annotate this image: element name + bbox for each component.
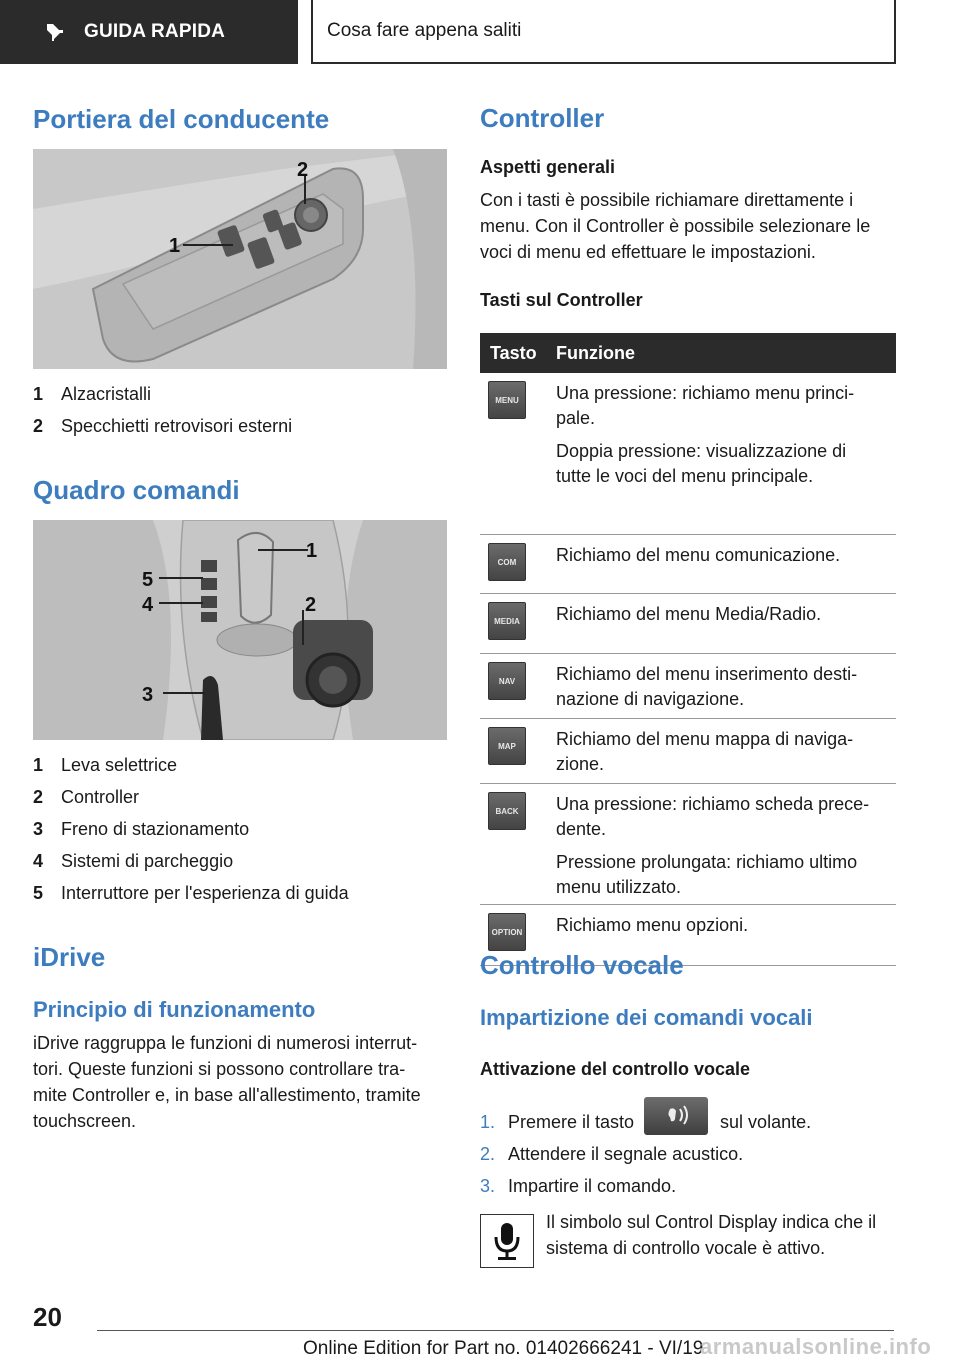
text-line: Richiamo del menu mappa di naviga-: [556, 729, 854, 749]
legend-label: Sistemi di parcheggio: [61, 850, 234, 871]
console-legend: [33, 749, 349, 909]
com-key-icon: COM: [488, 543, 526, 581]
table-row: [480, 654, 896, 719]
callout-1: 1: [306, 540, 318, 562]
legend-number: 2: [33, 415, 44, 436]
text-line: Una pressione: richiamo menu princi-: [556, 383, 855, 403]
quick-guide-icon: [44, 21, 66, 43]
step-item: [480, 1170, 811, 1202]
callout-1: 1: [169, 235, 181, 257]
legend-item: [33, 813, 349, 845]
console-image: [33, 520, 447, 740]
voice-heading: Controllo vocale: [480, 950, 684, 980]
text-line: pale.: [556, 408, 596, 428]
legend-number: 2: [33, 786, 44, 807]
legend-item: [33, 410, 292, 442]
legend-item: [33, 781, 349, 813]
table-row: [480, 784, 896, 905]
driver-door-illustration: [33, 149, 447, 369]
page-number: 20: [33, 1302, 62, 1332]
activation-steps: [480, 1106, 811, 1202]
text-line: dente.: [556, 819, 607, 839]
text-line: sistema di controllo vocale è attivo.: [546, 1238, 826, 1258]
table-row: [480, 719, 896, 784]
text-line: Richiamo del menu comunicazione.: [556, 545, 841, 565]
text-line: Con i tasti è possibile richiamare direttamente i: [480, 190, 854, 210]
step-number: 1.: [480, 1111, 496, 1132]
text-line: Richiamo menu opzioni.: [556, 915, 749, 935]
step-text: Attendere il segnale acustico.: [508, 1143, 744, 1164]
text-line: menu. Con il Controller è possibile selezionare le: [480, 216, 871, 236]
driver-door-legend: [33, 378, 292, 442]
keys-heading: Tasti sul Controller: [480, 290, 643, 310]
step-item: [480, 1138, 811, 1170]
table-header: [480, 333, 896, 373]
text-line: Richiamo del menu inserimento desti-: [556, 664, 858, 684]
table-row: [480, 594, 896, 654]
controller-heading: Controller: [480, 103, 605, 133]
edition-info: Online Edition for Part no. 01402666241 - VI/19: [303, 1338, 704, 1359]
idrive-description: [33, 1030, 447, 1134]
text-line: touchscreen.: [33, 1111, 137, 1131]
idrive-subheading: Principio di funzionamento: [33, 997, 316, 1022]
section-tab: [0, 0, 298, 64]
callout-4: 4: [142, 594, 154, 616]
text-line: tutte le voci del menu principale.: [556, 466, 814, 486]
step-item: [480, 1106, 811, 1138]
text-line: Richiamo del menu Media/Radio.: [556, 604, 822, 624]
legend-item: [33, 749, 349, 781]
text-line: Doppia pressione: visualizzazione di: [556, 441, 847, 461]
media-key-icon: MEDIA: [488, 602, 526, 640]
chapter-title: Cosa fare appena saliti: [327, 20, 522, 41]
text-line: mite Controller e, in base all'allestimento, tramite: [33, 1085, 421, 1105]
console-heading: Quadro comandi: [33, 475, 240, 505]
legend-item: [33, 378, 292, 410]
option-key-icon: OPTION: [488, 913, 526, 951]
step-text-before: Premere il tasto: [508, 1111, 635, 1132]
column-header-key: Tasto: [490, 342, 537, 363]
map-key-icon: MAP: [488, 727, 526, 765]
console-illustration: [33, 520, 447, 740]
section-title: GUIDA RAPIDA: [84, 21, 226, 42]
watermark: armanualsonline.info: [700, 1334, 932, 1359]
text-line: menu utilizzato.: [556, 877, 682, 897]
legend-label: Alzacristalli: [61, 383, 152, 404]
footer-divider: [97, 1330, 894, 1331]
overview-text: [480, 187, 896, 265]
text-line: tori. Queste funzioni si possono controllare tra-: [33, 1059, 406, 1079]
text-line: iDrive raggruppa le funzioni di numerosi interrut-: [33, 1033, 418, 1053]
legend-number: 1: [33, 754, 44, 775]
callout-2: 2: [297, 159, 309, 181]
legend-label: Freno di stazionamento: [61, 818, 250, 839]
chapter-tab: [311, 0, 896, 64]
legend-item: [33, 877, 349, 909]
driver-door-image: [33, 149, 447, 369]
legend-item: [33, 845, 349, 877]
legend-label: Specchietti retrovisori esterni: [61, 415, 293, 436]
idrive-heading: iDrive: [33, 942, 106, 972]
step-number: 2.: [480, 1143, 496, 1164]
step-text: Impartire il comando.: [508, 1175, 677, 1196]
controller-keys-table: [480, 333, 896, 966]
legend-label: Interruttore per l'esperienza di guida: [61, 882, 349, 903]
microphone-symbol-icon: [480, 1214, 534, 1268]
legend-number: 1: [33, 383, 44, 404]
legend-number: 3: [33, 818, 44, 839]
legend-label: Leva selettrice: [61, 754, 178, 775]
column-header-function: Funzione: [556, 342, 635, 363]
callout-5: 5: [142, 569, 154, 591]
table-row: [480, 373, 896, 535]
overview-heading: Aspetti generali: [480, 157, 616, 177]
menu-key-icon: MENU: [488, 381, 526, 419]
table-row: [480, 535, 896, 594]
step-text-after: sul volante.: [720, 1111, 812, 1132]
voice-subheading: Impartizione dei comandi vocali: [480, 1005, 813, 1030]
back-key-icon: BACK: [488, 792, 526, 830]
voice-command-button-icon: [644, 1097, 708, 1135]
nav-key-icon: NAV: [488, 662, 526, 700]
text-line: Una pressione: richiamo scheda prece-: [556, 794, 870, 814]
text-line: zione.: [556, 754, 605, 774]
step-number: 3.: [480, 1175, 496, 1196]
activation-heading: Attivazione del controllo vocale: [480, 1059, 751, 1079]
text-line: voci di menu ed effettuare le impostazioni.: [480, 242, 816, 262]
callout-3: 3: [142, 684, 154, 706]
legend-number: 5: [33, 882, 44, 903]
text-line: nazione di navigazione.: [556, 689, 745, 709]
legend-label: Controller: [61, 786, 140, 807]
callout-2: 2: [305, 594, 317, 616]
legend-number: 4: [33, 850, 44, 871]
text-line: Pressione prolungata: richiamo ultimo: [556, 852, 858, 872]
voice-active-note: [546, 1209, 898, 1261]
text-line: Il simbolo sul Control Display indica che il: [546, 1212, 877, 1232]
driver-door-heading: Portiera del conducente: [33, 104, 330, 134]
